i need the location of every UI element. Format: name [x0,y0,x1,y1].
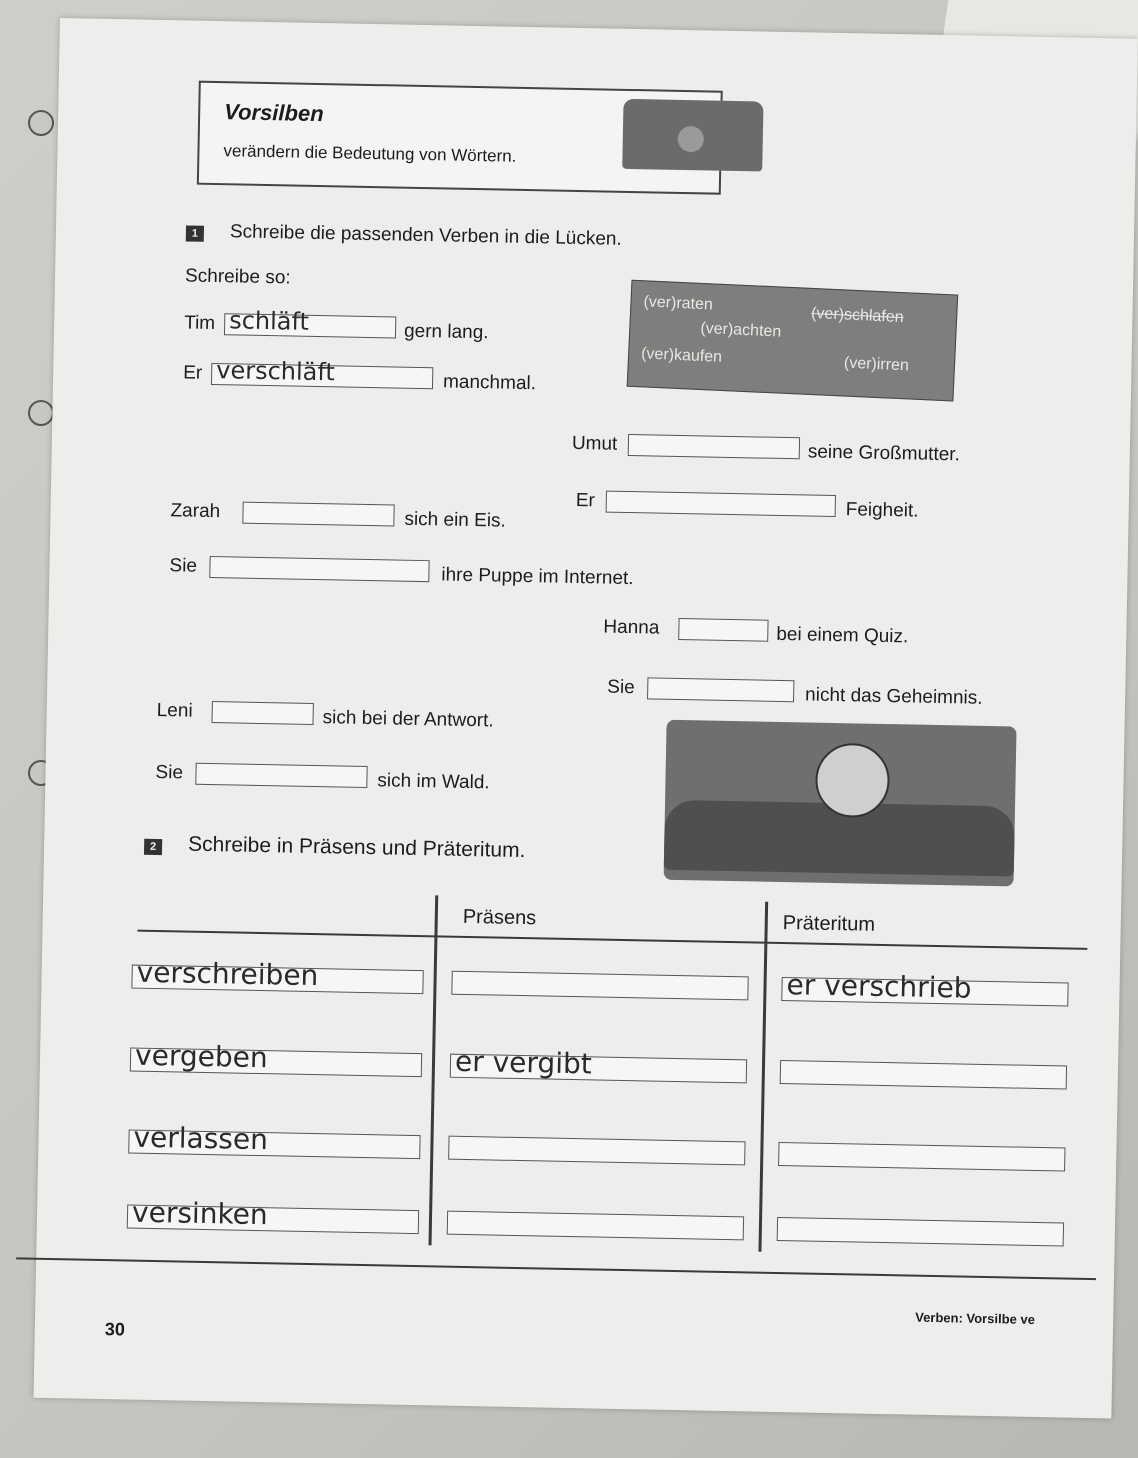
example2-gap [211,356,433,389]
treasure-chest-icon [622,99,763,172]
sentence-rest: sich im Wald. [377,770,490,794]
task1-instruction-row [186,220,622,250]
table-column-divider [758,902,768,1252]
sentence-subject: Sie [607,676,635,699]
binder-hole [28,110,54,136]
praesens-cell[interactable] [448,1136,745,1166]
infinitive-word: versinken [131,1195,269,1232]
worksheet-page [34,18,1138,1418]
infinitive-word: vergeben [134,1038,268,1075]
page-subtitle: verändern die Bedeutung von Wörtern. [223,141,517,166]
example1-rest: gern lang. [403,320,489,344]
page-number: 30 [104,1319,126,1340]
word-bank-item: (ver)schlafen [810,304,904,327]
answer-gap[interactable] [209,556,429,582]
header-praeteritum: Präteritum [782,912,876,936]
example2-answer: verschläft [216,356,336,387]
word-bank-item: (ver)irren [843,354,910,375]
sentence-subject: Er [575,489,596,512]
answer-gap[interactable] [678,618,768,642]
footer-line [16,1257,1096,1280]
praeteritum-cell[interactable] [780,1060,1067,1090]
infinitive-cell [131,955,423,995]
praeteritum-cell[interactable] [778,1142,1065,1172]
sentence-rest: seine Großmutter. [807,441,961,466]
example1-answer: schläft [228,306,310,336]
example2-subject: Er [183,362,203,384]
praesens-cell[interactable] [450,1044,747,1084]
answer-gap[interactable] [647,677,794,702]
header-praesens: Präsens [462,905,537,930]
answer-gap[interactable] [195,763,367,788]
infinitive-cell [128,1120,420,1160]
answer-gap[interactable] [606,491,836,517]
sentence-subject: Leni [156,699,193,722]
praesens-cell[interactable] [447,1211,744,1241]
table-column-divider [429,895,439,1245]
sentence-rest: ihre Puppe im Internet. [441,564,634,590]
answer-gap[interactable] [242,502,394,527]
infinitive-word: verlassen [133,1120,269,1157]
task2-number: 2 [144,839,162,855]
example1-subject: Tim [183,312,216,335]
task2-instruction-row [144,832,526,863]
sentence-rest: Feigheit. [845,499,919,522]
praesens-answer: er vergibt [454,1044,593,1081]
word-bank [627,280,959,402]
example2-rest: manchmal. [442,371,537,395]
example-label: Schreibe so: [184,265,291,289]
sentence-subject: Hanna [603,616,660,639]
sentence-subject: Umut [571,432,618,455]
task2-instruction: Schreibe in Präsens und Präteritum. [187,832,526,863]
answer-gap[interactable] [211,701,313,725]
answer-gap[interactable] [628,434,800,459]
binder-hole [28,400,54,426]
sentence-subject: Zarah [170,500,221,523]
infinitive-cell [130,1038,422,1078]
sentence-rest: sich ein Eis. [404,508,506,532]
task1-number: 1 [186,225,204,241]
word-bank-item: (ver)kaufen [640,345,723,366]
page-title: Vorsilben [223,99,324,127]
infinitive-word: verschreiben [136,955,319,993]
praeteritum-cell[interactable] [781,968,1068,1007]
task1-instruction: Schreibe die passenden Verben in die Lücken. [229,221,622,250]
sleeping-child-illustration [664,720,1017,887]
praesens-cell[interactable] [451,971,748,1001]
sentence-rest: nicht das Geheimnis. [804,684,983,709]
sentence-subject: Sie [169,555,198,577]
footer-topic: Verben: Vorsilbe ve [915,1309,1036,1327]
word-bank-item: (ver)raten [643,293,714,314]
sentence-rest: bei einem Quiz. [776,623,909,648]
praeteritum-answer: er verschrieb [786,968,972,1005]
infinitive-cell [127,1195,419,1235]
praeteritum-cell[interactable] [777,1217,1064,1247]
word-bank-item: (ver)achten [700,319,782,341]
table-header-line [137,930,1087,950]
example1-gap [224,306,396,338]
sentence-rest: sich bei der Antwort. [322,707,494,732]
sentence-subject: Sie [155,761,184,784]
